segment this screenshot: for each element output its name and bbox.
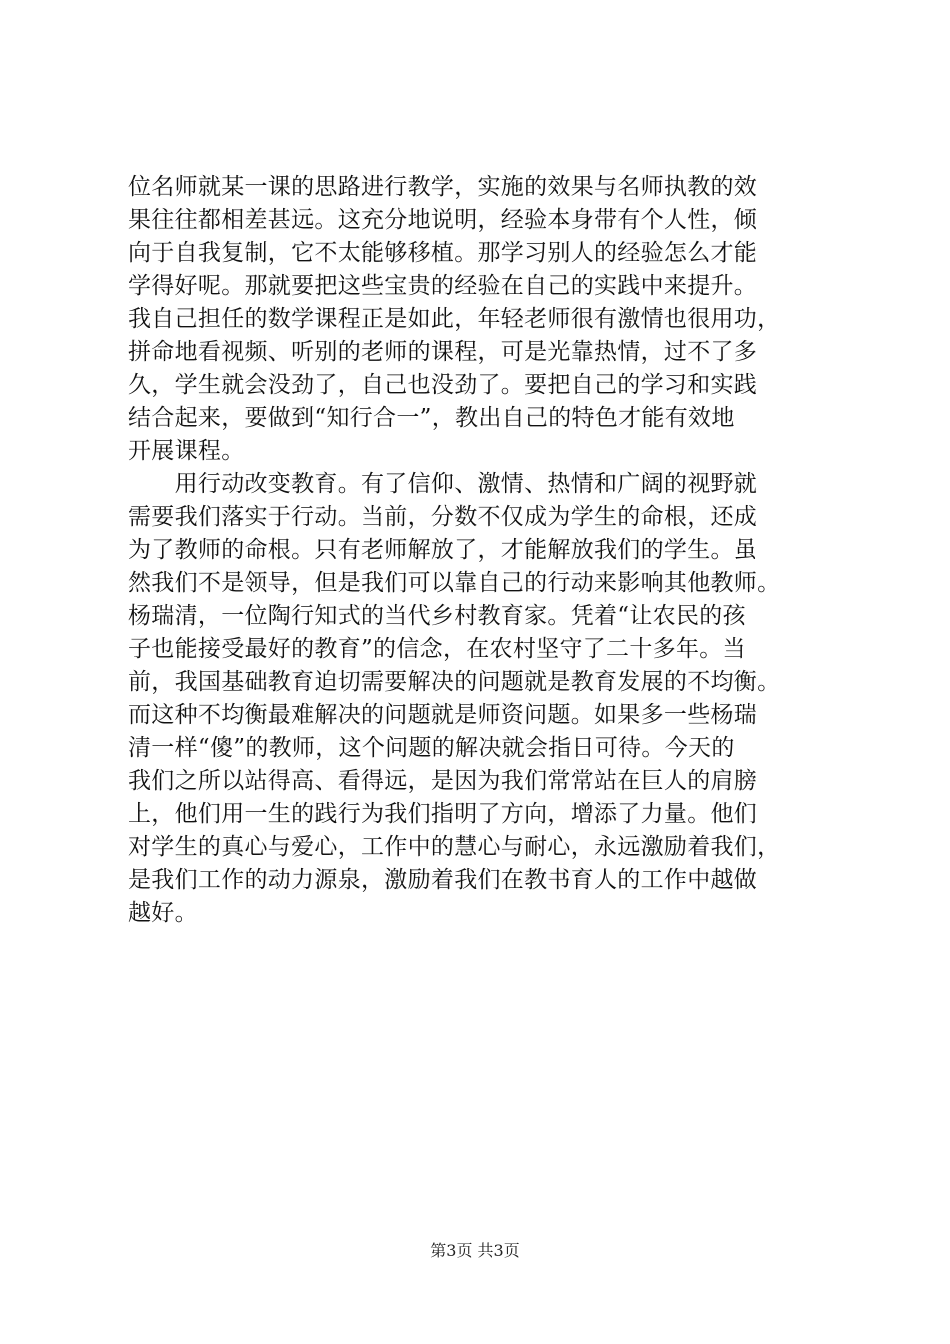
text-line: 用行动改变教育。有了信仰、激情、热情和广阔的视野就	[128, 471, 758, 497]
text-line: 需要我们落实于行动。当前，分数不仅成为学生的命根，还成	[128, 504, 758, 530]
text-line: 上，他们用一生的践行为我们指明了方向，增添了力量。他们	[128, 801, 758, 827]
text-line: 越好。	[128, 900, 198, 926]
text-line: 果往往都相差甚远。这充分地说明，经验本身带有个人性，倾	[128, 207, 758, 233]
text-line: 对学生的真心与爱心，工作中的慧心与耐心，永远激励着我们，	[128, 834, 781, 860]
text-line: 我们之所以站得高、看得远，是因为我们常常站在巨人的肩膀	[128, 768, 758, 794]
text-line: 杨瑞清，一位陶行知式的当代乡村教育家。凭着“让农民的孩	[128, 603, 746, 629]
page-number-label: 第3页 共3页	[430, 1241, 520, 1260]
text-line: 我自己担任的数学课程正是如此，年轻老师很有激情也很用功，	[128, 306, 781, 332]
text-line: 结合起来，要做到“知行合一”，教出自己的特色才能有效地	[128, 405, 735, 431]
page-footer	[0, 1241, 950, 1261]
text-line: 前，我国基础教育迫切需要解决的问题就是教育发展的不均衡。	[128, 669, 781, 695]
text-line: 然我们不是领导，但是我们可以靠自己的行动来影响其他教师。	[128, 570, 781, 596]
text-line: 学得好呢。那就要把这些宝贵的经验在自己的实践中来提升。	[128, 273, 758, 299]
text-line: 向于自我复制，它不太能够移植。那学习别人的经验怎么才能	[128, 240, 758, 266]
text-line: 开展课程。	[128, 438, 245, 464]
body-text	[128, 171, 833, 930]
text-line: 子也能接受最好的教育”的信念，在农村坚守了二十多年。当	[128, 636, 746, 662]
text-line: 清一样“傻”的教师，这个问题的解决就会指日可待。今天的	[128, 735, 735, 761]
text-line: 为了教师的命根。只有老师解放了，才能解放我们的学生。虽	[128, 537, 758, 563]
text-line: 是我们工作的动力源泉，激励着我们在教书育人的工作中越做	[128, 867, 758, 893]
text-line: 而这种不均衡最难解决的问题就是师资问题。如果多一些杨瑞	[128, 702, 758, 728]
text-line: 久，学生就会没劲了，自己也没劲了。要把自己的学习和实践	[128, 372, 758, 398]
text-line: 拼命地看视频、听别的老师的课程，可是光靠热情，过不了多	[128, 339, 758, 365]
text-line: 位名师就某一课的思路进行教学，实施的效果与名师执教的效	[128, 174, 758, 200]
